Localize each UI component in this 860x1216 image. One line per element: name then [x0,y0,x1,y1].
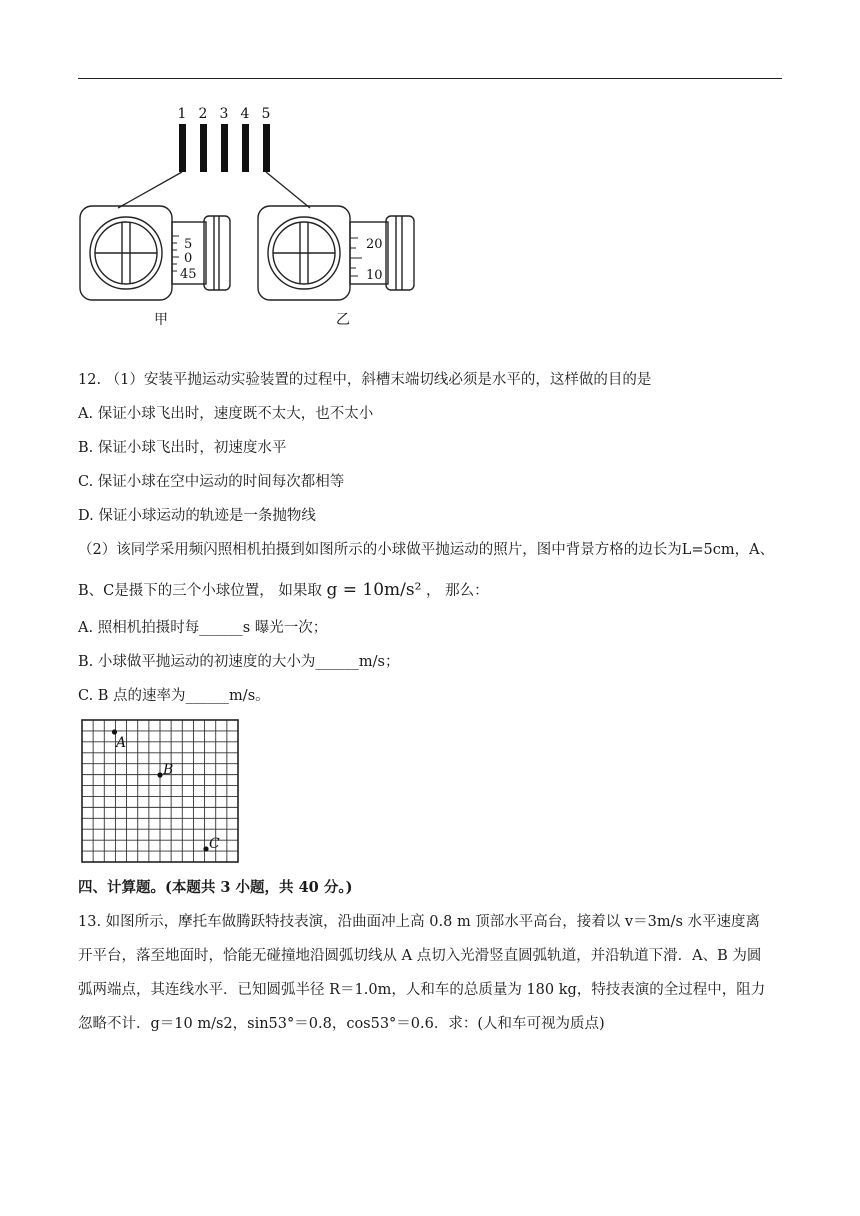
label-yi: 乙 [336,312,350,328]
point-a-label: A [116,735,127,751]
q13-line1: 13. 如图所示，摩托车做腾跃特技表演，沿曲面冲上高 0.8 m 顶部水平高台，接着以 v＝3m/s 水平速度离 [78,914,761,930]
q12-option-a: A. 保证小球飞出时，速度既不太大，也不太小 [78,406,374,422]
left-scale-5: 5 [184,237,193,252]
q12-fill-b: B. 小球做平抛运动的初速度的大小为______m/s； [78,654,400,670]
slit-number-2: 2 [198,106,208,122]
point-b-label: B [163,762,174,778]
section4-title: 四、计算题。(本题共 3 小题，共 40 分。) [78,879,353,896]
q12-part1-stem: 12. （1）安装平抛运动实验装置的过程中，斜槽末端切线必须是水平的，这样做的目的是 [78,372,652,388]
q12-option-b: B. 保证小球飞出时，初速度水平 [78,440,287,456]
slit-number-4: 4 [240,106,250,122]
q12-part2-line2-pre: B、C是摄下的三个小球位置， 如果取 [78,583,322,599]
point-c-marker [203,846,208,851]
right-scale-20: 20 [366,237,383,252]
point-b-marker [157,772,162,777]
slit-number-3: 3 [219,106,229,122]
label-jia: 甲 [154,312,168,328]
projectile-grid-figure [81,719,241,864]
micrometer-figure [76,98,436,334]
q12-option-d: D. 保证小球运动的轨迹是一条抛物线 [78,508,316,524]
q13-line3: 弧两端点，其连线水平．已知圆弧半径 R＝1.0m，人和车的总质量为 180 kg，特技表演的全过程中，阻力 [78,982,766,998]
left-scale-0: 0 [184,251,193,266]
q12-fill-a: A. 照相机拍摄时每______s 曝光一次； [78,620,328,636]
q13-line2: 开平台，落至地面时，恰能无碰撞地沿圆弧切线从 A 点切入光滑竖直圆弧轨道，并沿轨道下滑．A、B 为圆 [78,948,762,964]
q12-part2-line2-post: ， 那么： [426,583,489,599]
q12-option-c: C. 保证小球在空中运动的时间每次都相等 [78,474,345,490]
slit-number-5: 5 [261,106,271,122]
q12-part2-line2 [78,580,489,601]
point-a-marker [112,729,117,734]
q12-fill-c: C. B 点的速率为______m/s。 [78,688,270,704]
gravity-formula: g = 10m/s² [326,580,422,600]
right-scale-10: 10 [366,268,383,283]
q12-part2-line1: （2）该同学采用频闪照相机拍摄到如图所示的小球做平抛运动的照片，图中背景方格的边长为L=5cm，A、 [78,542,775,558]
left-scale-45: 45 [180,267,197,282]
point-c-label: C [209,836,220,852]
header-rule [78,78,782,79]
slit-number-1: 1 [177,106,187,122]
q13-line4: 忽略不计．g＝10 m/s2，sin53°＝0.8，cos53°＝0.6．求：(人和车可视为质点) [78,1016,605,1032]
